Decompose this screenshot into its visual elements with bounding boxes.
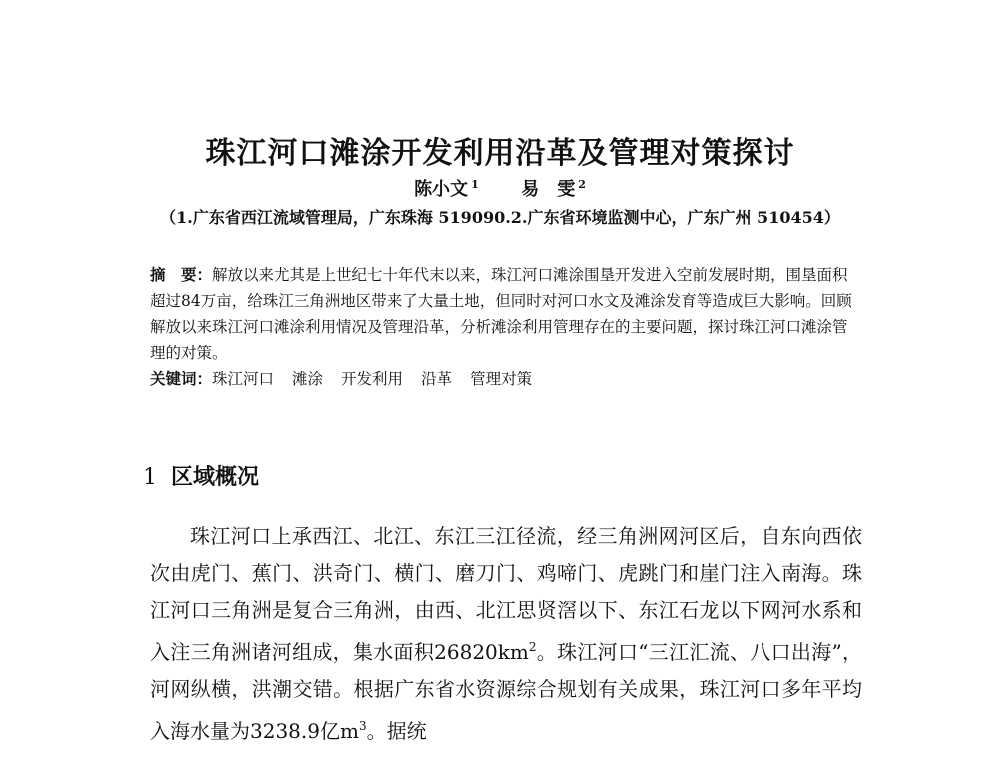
abstract-label: 摘 要： bbox=[150, 265, 213, 284]
keywords-label: 关键词： bbox=[150, 369, 213, 388]
superscript: 2 bbox=[528, 640, 537, 654]
body-text-part: 。珠江河口“三江汇流、八口出海”，河网纵横，洪潮交错。根据广东省水资源综合规划有关成果，珠江河口多年平均入海水量为3238.9亿m bbox=[150, 640, 862, 743]
section-number: 1 bbox=[143, 465, 157, 490]
affiliation: （1.广东省西江流域管理局，广东珠海 519090.2.广东省环境监测中心，广东广州 510454） bbox=[160, 208, 840, 227]
author-line bbox=[0, 175, 1000, 201]
keyword-item: 沿革 bbox=[421, 370, 453, 388]
body-text-part: 珠江河口上承西江、北江、东江三江径流，经三角洲网河区后，自东向西依次由虎门、蕉门、洪奇门、横门、磨刀门、鸡啼门、虎跳门和崖门注入南海。珠江河口三角洲是复合三角洲，由西、北江思贤滘以下、东江石龙以下网河水系和入注三角洲诸河组成，集水面积26820km bbox=[150, 524, 862, 664]
body-text-part: 。据统 bbox=[366, 719, 427, 743]
abstract bbox=[150, 262, 862, 366]
keyword-item: 珠江河口 bbox=[212, 370, 275, 388]
section-heading bbox=[143, 460, 259, 491]
keyword-item: 滩涂 bbox=[292, 370, 324, 388]
author-name: 易 雯 bbox=[521, 179, 576, 200]
author-name: 陈小文 bbox=[414, 179, 469, 200]
keywords bbox=[150, 366, 862, 392]
keyword-item: 管理对策 bbox=[470, 370, 533, 388]
paper-title: 珠江河口滩涂开发利用沿革及管理对策探讨 bbox=[205, 136, 795, 171]
keyword-item: 开发利用 bbox=[341, 370, 404, 388]
body-paragraph bbox=[150, 518, 862, 750]
author-affiliation-mark: 1 bbox=[471, 178, 479, 191]
section-title: 区域概况 bbox=[171, 465, 260, 490]
superscript: 3 bbox=[358, 719, 367, 733]
author-affiliation-mark: 2 bbox=[578, 178, 586, 191]
abstract-text: 解放以来尤其是上世纪七十年代末以来，珠江河口滩涂围垦开发进入空前发展时期，围垦面积超过84万亩，给珠江三角洲地区带来了大量土地，但同时对河口水文及滩涂发育等造成巨大影响。回顾解放以来珠江河口滩涂利用情况及管理沿革，分析滩涂利用管理存在的主要问题，探讨珠江河口滩涂管理的对策。 bbox=[150, 266, 852, 362]
